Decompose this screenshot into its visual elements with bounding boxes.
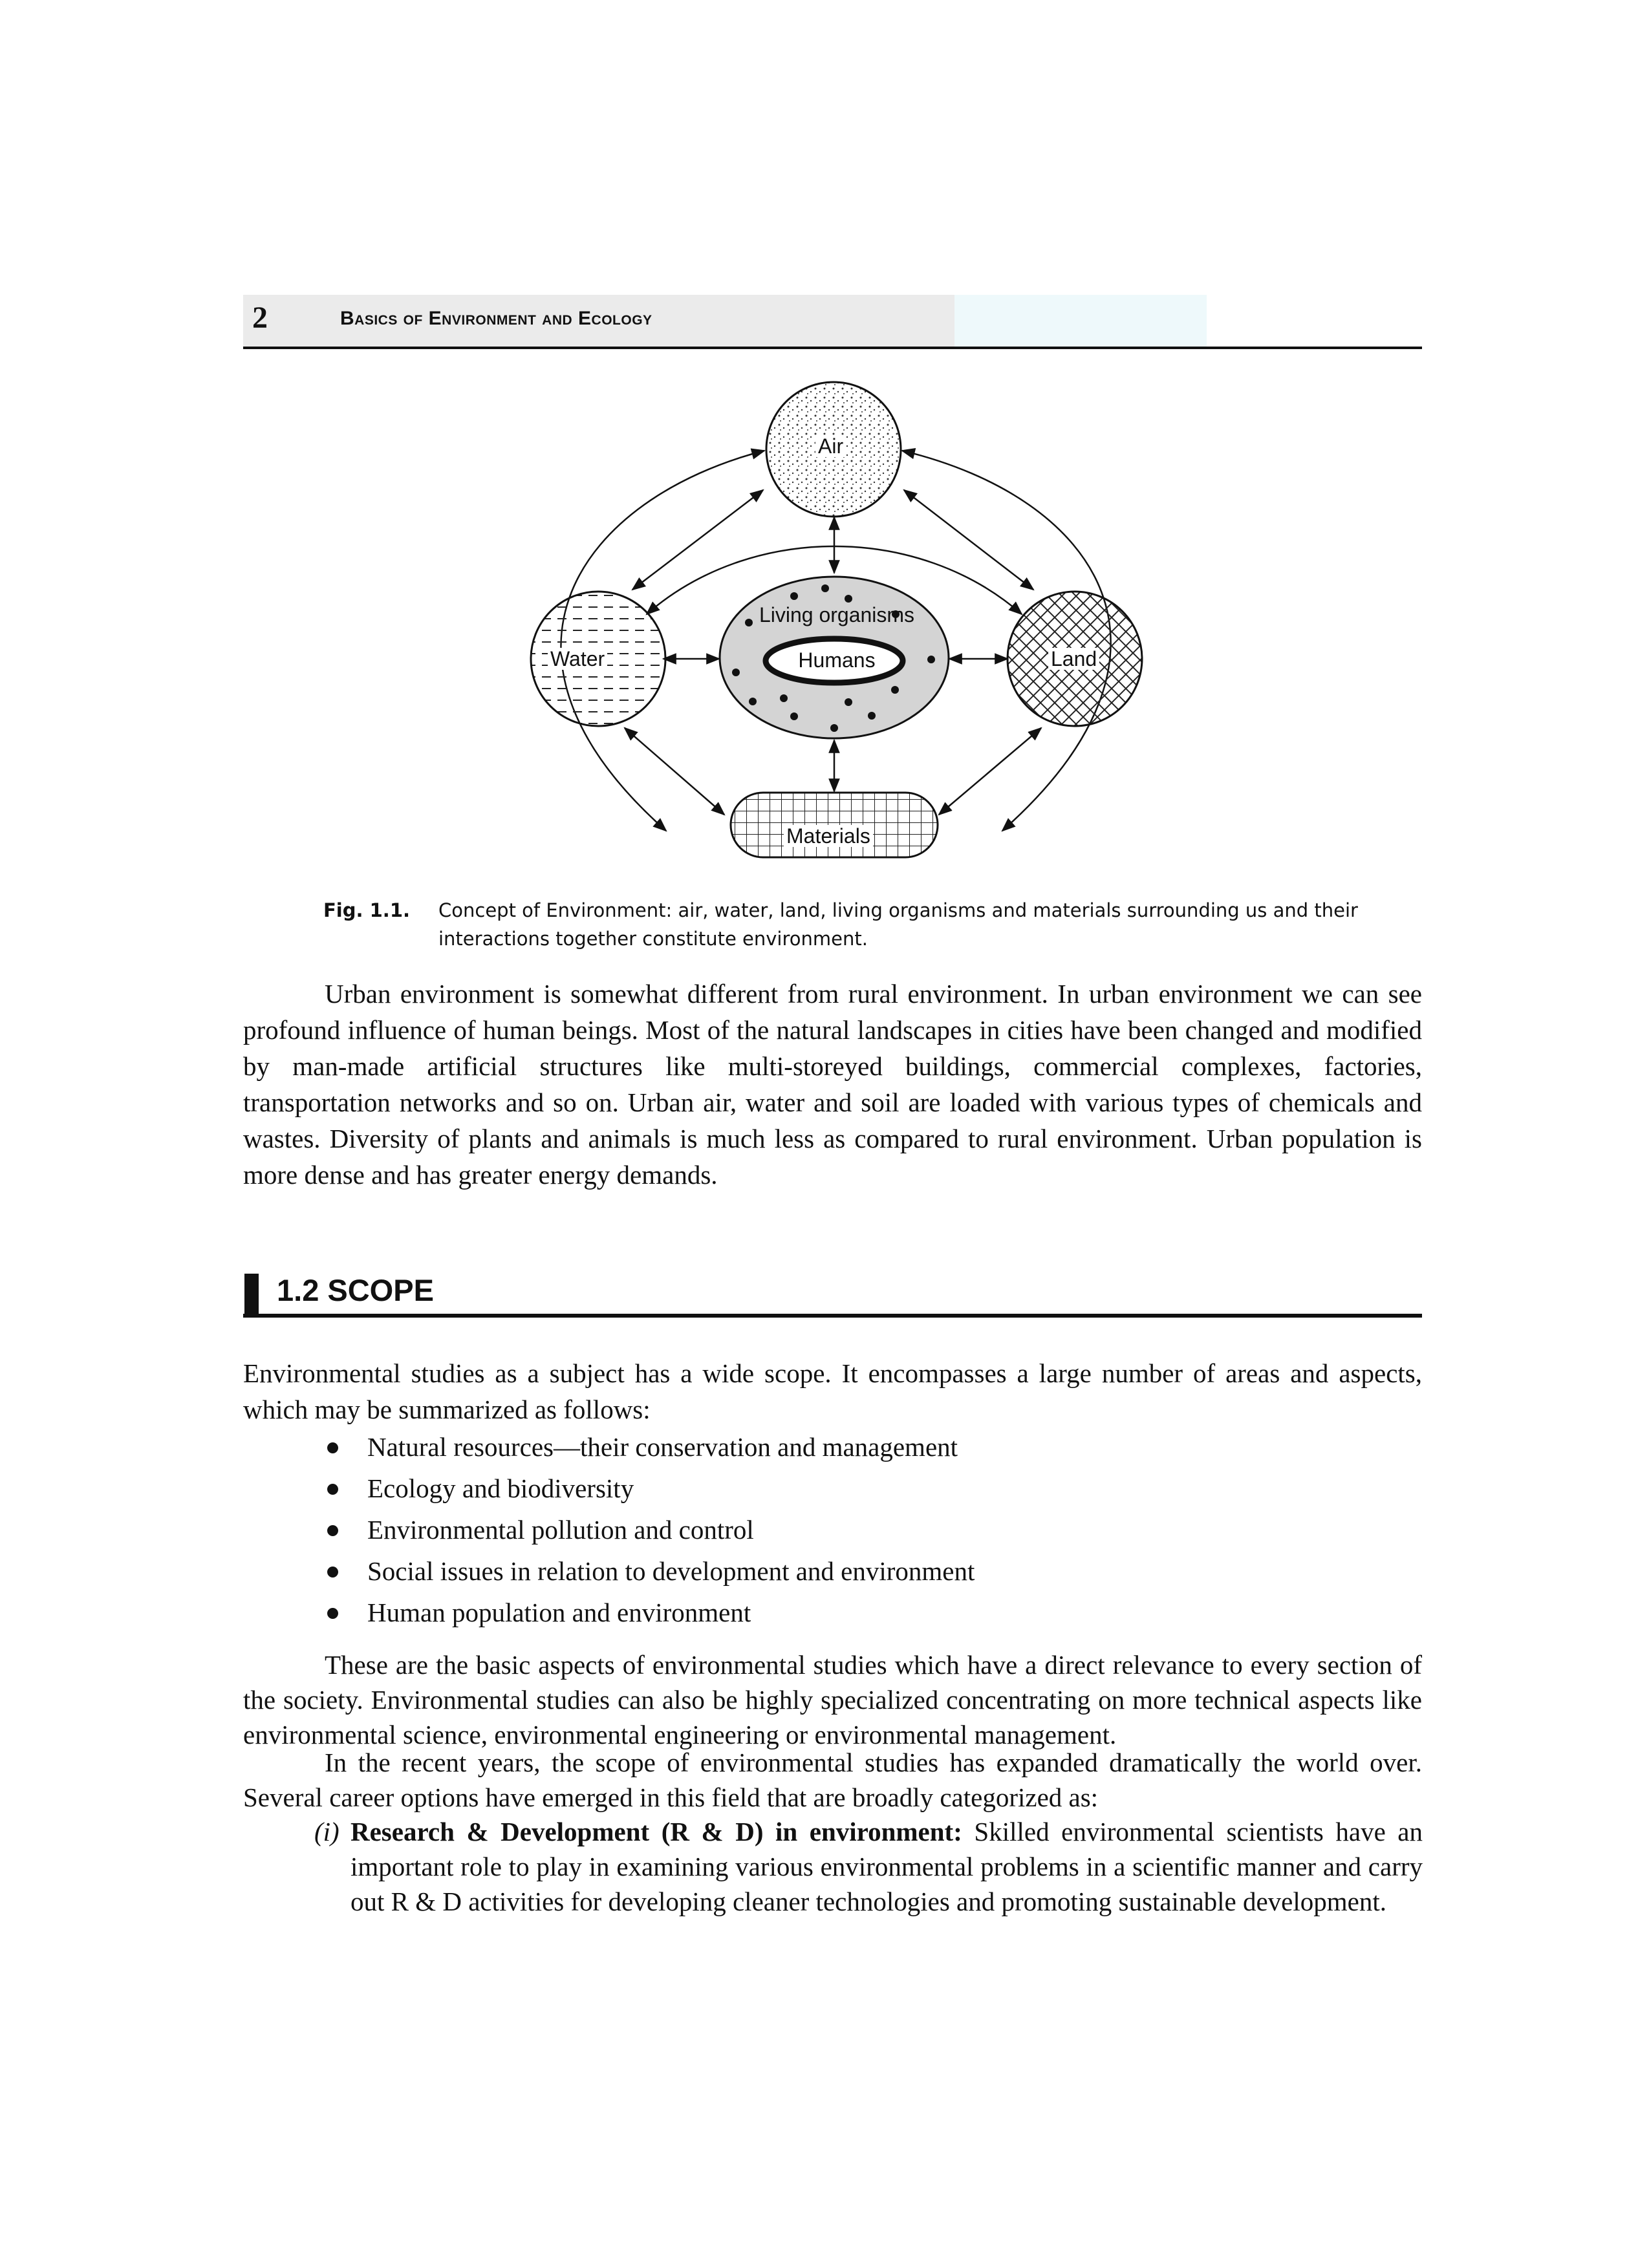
- list-item-text: Environmental pollution and control: [367, 1515, 754, 1545]
- page-number: 2: [252, 301, 268, 335]
- section-heading: [243, 1272, 1422, 1316]
- item-marker: (i): [314, 1817, 339, 1846]
- list-item-text: Human population and environment: [367, 1598, 751, 1627]
- section-rule: [243, 1314, 1422, 1318]
- career-item-i: [314, 1814, 1423, 1919]
- bullet-icon: [327, 1484, 338, 1495]
- header-band-tint: [954, 295, 1207, 348]
- section-bar: [244, 1274, 259, 1314]
- living-organisms-label: Living organisms: [759, 603, 915, 626]
- air-land-arrow: [904, 490, 1033, 590]
- header-rule: [243, 347, 1422, 349]
- land-materials-arrow: [939, 728, 1041, 815]
- list-item-text: Natural resources—their conservation and management: [367, 1432, 958, 1462]
- recent-years-paragraph: In the recent years, the scope of environmental studies has expanded dramatically the world over. Several career options have emerged in this field that are broadly categorized as:: [243, 1748, 1422, 1812]
- environment-concept-figure: [479, 369, 1190, 873]
- section-title: 1.2 SCOPE: [277, 1273, 434, 1307]
- list-item: [323, 1509, 1423, 1550]
- caption-number: Fig. 1.1.: [323, 899, 411, 921]
- bullet-icon: [327, 1442, 338, 1453]
- caption-text: Concept of Environment: air, water, land, living organisms and materials surrounding us and their interactions together constitute environment.: [438, 899, 1358, 950]
- water-label: Water: [548, 648, 607, 670]
- item-text: Skilled environmental scientists have an important role to play in examining various environmental problems in a scientific manner and carry out R & D activities for developing cleaner technologies and promoting sustainable development.: [350, 1817, 1423, 1916]
- item-body: [350, 1814, 1423, 1919]
- list-item: [323, 1468, 1423, 1509]
- materials-label: Materials: [784, 825, 873, 847]
- bullet-icon: [327, 1525, 338, 1536]
- land-label: Land: [1048, 648, 1099, 670]
- item-heading: Research & Development (R & D) in environment:: [350, 1817, 962, 1846]
- list-item: [323, 1592, 1423, 1633]
- humans-label: Humans: [798, 648, 876, 672]
- list-item-text: Social issues in relation to development and environment: [367, 1556, 975, 1586]
- water-materials-arrow: [625, 728, 724, 815]
- running-header: [243, 295, 1422, 348]
- urban-environment-paragraph: Urban environment is somewhat different from rural environment. In urban environment we can see profound influence of human beings. Most of the natural landscapes in cities have been changed and modified by man-made artificial structures like multi-storeyed buildings, commercial complexes, factories, transportation networks and so on. Urban air, water and soil are loaded with various types of chemicals and wastes. Diversity of plants and animals is much less as compared to rural environment. Urban population is more dense and has greater energy demands.: [243, 979, 1422, 1190]
- list-item-text: Ecology and biodiversity: [367, 1473, 634, 1503]
- list-item: [323, 1426, 1423, 1468]
- bullet-icon: [327, 1608, 338, 1619]
- bullet-icon: [327, 1567, 338, 1578]
- air-water-arrow: [632, 490, 763, 590]
- book-title: Basics of Environment and Ecology: [340, 308, 652, 329]
- scope-intro-paragraph: Environmental studies as a subject has a wide scope. It encompasses a large number of areas and aspects, which may be summarized as follows:: [243, 1358, 1422, 1424]
- basic-aspects-paragraph: These are the basic aspects of environmental studies which have a direct relevance to every section of the society. Environmental studies can also be highly specialized concentrating on more technical aspects like environmental science, environmental engineering or environmental management.: [243, 1650, 1422, 1749]
- scope-bullet-list: [323, 1426, 1423, 1633]
- list-item: [323, 1550, 1423, 1592]
- air-label: Air: [815, 435, 846, 457]
